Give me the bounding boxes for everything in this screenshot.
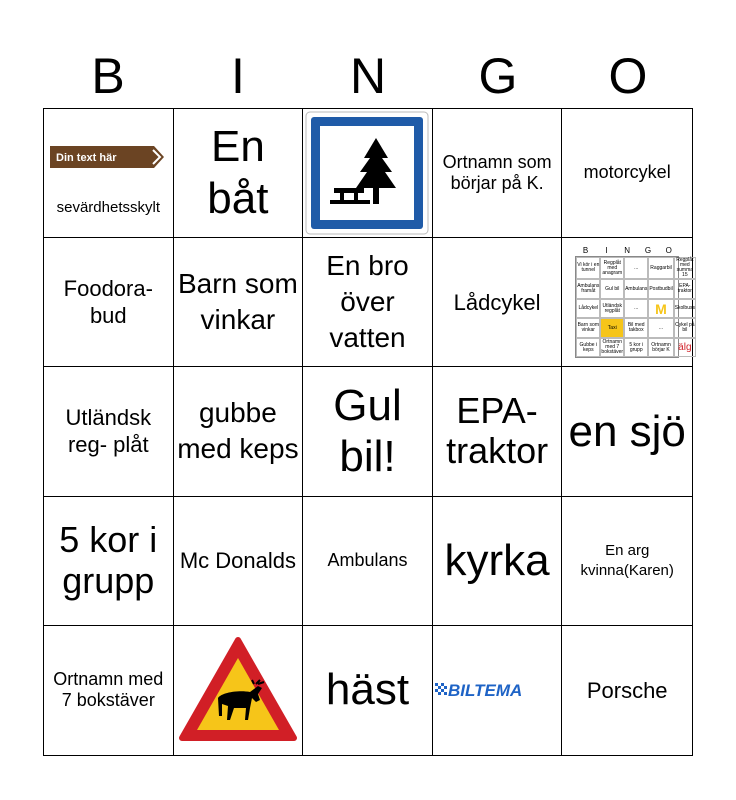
bingo-cell[interactable]	[303, 497, 433, 626]
cell-label: En båt	[207, 122, 269, 224]
rest-area-sign-icon	[304, 110, 430, 236]
biltema-logo-icon	[435, 679, 559, 701]
cell-label: Gul bil!	[333, 380, 402, 482]
cell-label: Ortnamn med 7 bokstäver	[53, 668, 164, 711]
cell-label: 5 kor i grupp	[59, 519, 158, 601]
bingo-cell[interactable]	[174, 626, 304, 755]
bingo-header	[43, 44, 693, 108]
bingo-grid	[43, 108, 693, 756]
bingo-cell[interactable]	[303, 109, 433, 238]
bingo-cell[interactable]	[44, 367, 174, 496]
cell-label: EPA-traktor	[446, 390, 549, 472]
header-letter-i: I	[231, 48, 245, 104]
bingo-cell[interactable]	[303, 367, 433, 496]
bingo-cell[interactable]	[562, 238, 695, 367]
cell-label: Foodora-bud	[63, 275, 153, 329]
bingo-cell[interactable]	[433, 367, 563, 496]
logo-text: BILTEMA	[448, 681, 523, 701]
bingo-cell[interactable]	[433, 497, 563, 626]
bingo-cell[interactable]	[303, 626, 433, 755]
bingo-cell[interactable]	[174, 238, 304, 367]
bingo-cell[interactable]	[44, 497, 174, 626]
cell-label: Porsche	[586, 677, 668, 703]
cell-label: gubbe med keps	[177, 397, 299, 465]
tourist-sign-icon	[50, 146, 166, 172]
bingo-cell[interactable]	[44, 109, 174, 238]
bingo-cell[interactable]	[303, 238, 433, 367]
bingo-cell[interactable]	[562, 109, 692, 238]
mini-bingo-thumbnail: B I N G O Vi kör i en tunnel Regplåt med anagram ... Raggarbil Regplåt med summa 15 Ambulans framåt Gul bil Ambulans Postbudbil EPA-traktor Lådcykel Utländsk regplåt ... M Skolbuss Barn som vinkar Taxi Bil med takbox ... Cykel på bil Gubbe i keps Ortnamn med 7 bokstäver 5 kor i grupp Ortnamn börjar K älg	[575, 246, 679, 358]
header-letter-b: B	[91, 48, 125, 104]
cell-label: Lådcykel	[453, 289, 541, 315]
bingo-cell[interactable]	[44, 626, 174, 755]
header-letter-n: N	[349, 48, 387, 104]
cell-label: Ambulans	[327, 549, 408, 570]
cell-label: Ortnamn som börjar på K.	[442, 151, 552, 194]
bingo-cell[interactable]	[433, 109, 563, 238]
header-letter-g: G	[478, 48, 518, 104]
cell-label: kyrka	[444, 535, 550, 585]
cell-label: en sjö	[568, 406, 686, 456]
cell-label: Barn som vinkar	[177, 267, 298, 336]
sign-text: Din text här	[56, 152, 117, 165]
bingo-cell[interactable]	[562, 367, 692, 496]
moose-warning-sign-icon	[178, 636, 298, 744]
cell-label: sevärdhetsskylt	[56, 199, 160, 217]
bingo-cell[interactable]	[174, 497, 304, 626]
bingo-cell[interactable]	[562, 626, 692, 755]
cell-label: En arg kvinna(Karen)	[580, 542, 674, 579]
cell-label: Utländsk reg- plåt	[65, 404, 152, 458]
bingo-cell[interactable]	[433, 626, 563, 755]
cell-label: En bro över vatten	[326, 249, 409, 354]
cell-label: motorcykel	[583, 162, 671, 183]
bingo-cell[interactable]	[433, 238, 563, 367]
bingo-cell[interactable]	[174, 367, 304, 496]
bingo-cell[interactable]	[44, 238, 174, 367]
cell-label: häst	[325, 665, 410, 715]
bingo-cell[interactable]	[174, 109, 304, 238]
header-letter-o: O	[608, 48, 648, 104]
cell-label: Mc Donalds	[179, 547, 296, 573]
bingo-cell[interactable]	[562, 497, 692, 626]
